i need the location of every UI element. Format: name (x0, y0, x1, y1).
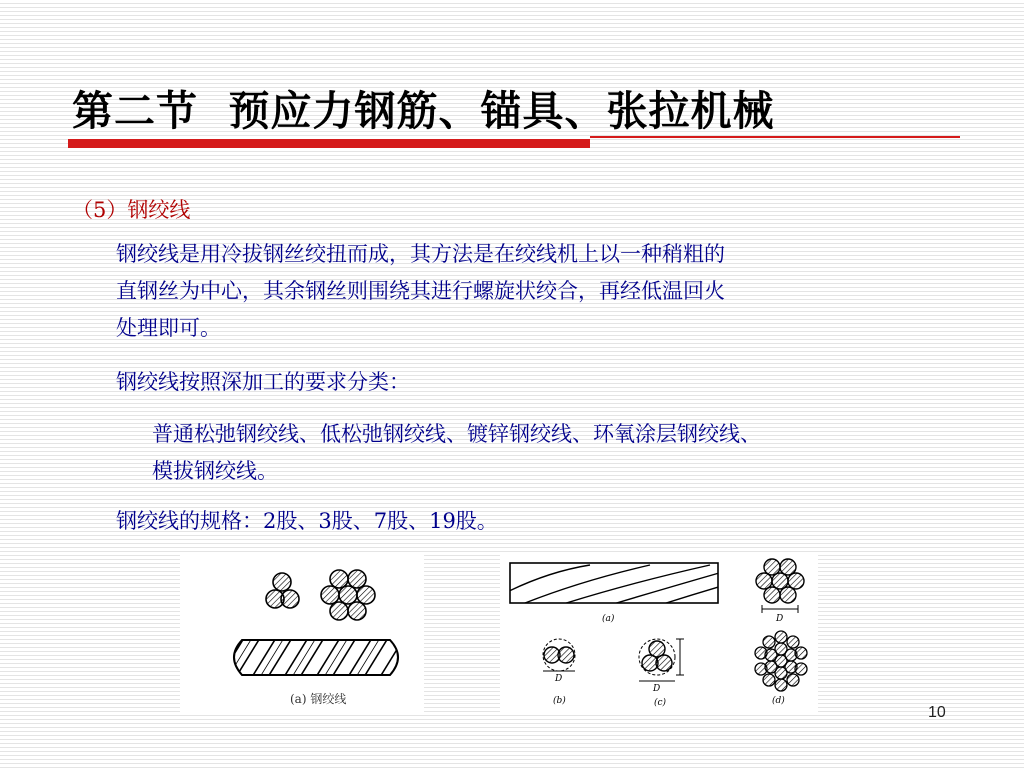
dim-label-c: D (653, 684, 661, 694)
label-a: (a) (602, 614, 615, 624)
classification-line-1: 普通松弛钢绞线、低松弛钢绞线、镀锌钢绞线、环氧涂层钢绞线、 (152, 422, 761, 446)
strand-illustration (180, 555, 424, 713)
dim-label-top: D (776, 614, 784, 624)
page-number: 10 (928, 704, 946, 721)
label-b: (b) (553, 696, 566, 706)
strand-sections-illustration (500, 553, 818, 713)
strand-figure-right (500, 553, 818, 713)
strand-figure-left (180, 555, 424, 713)
paragraph-line-1: 钢绞线是用冷拔钢丝绞扭而成，其方法是在绞线机上以一种稍粗的 (116, 242, 725, 266)
title-underline-line (590, 136, 960, 138)
paragraph-line-3: 处理即可。 (116, 316, 221, 340)
classification-line-2: 模拔钢绞线。 (152, 459, 278, 483)
section-subtitle: （5）钢绞线 (72, 198, 191, 222)
spec-line: 钢绞线的规格：2股、3股、7股、19股。 (116, 509, 498, 533)
label-c: (c) (654, 698, 667, 708)
classification-heading: 钢绞线按照深加工的要求分类： (116, 370, 410, 394)
dim-label-b: D (555, 674, 563, 684)
left-figure-caption: (a) 钢绞线 (290, 692, 347, 706)
title-underline-bar (68, 139, 590, 148)
label-d: (d) (772, 696, 785, 706)
slide-title: 第二节 预应力钢筋、锚具、张拉机械 (72, 87, 775, 135)
paragraph-line-2: 直钢丝为中心，其余钢丝则围绕其进行螺旋状绞合，再经低温回火 (116, 279, 725, 303)
